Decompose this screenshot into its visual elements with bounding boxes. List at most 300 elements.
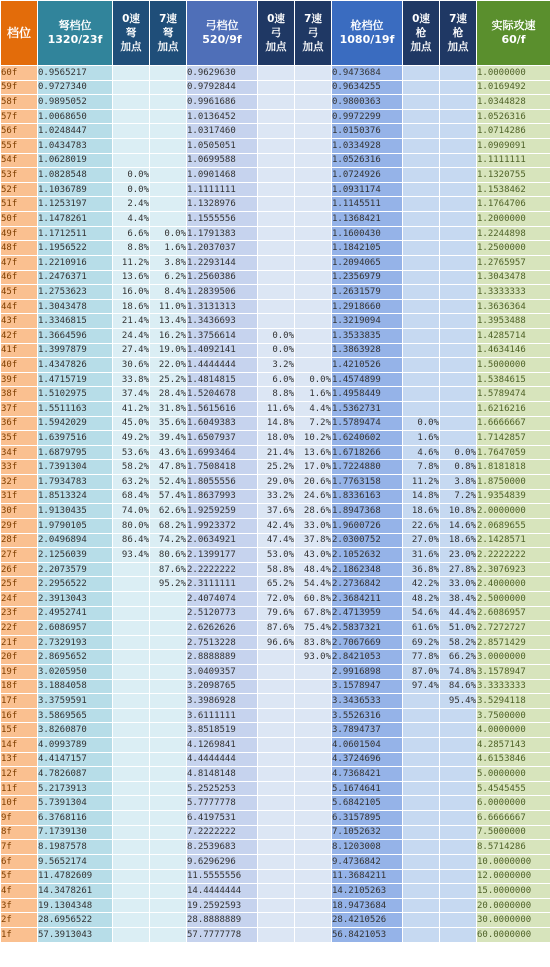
cell-gear: 24f [1, 591, 38, 606]
cell-crossbow-gear: 2.6086957 [38, 621, 113, 636]
cell-crossbow-gear: 3.3759591 [38, 694, 113, 709]
cell-crossbow-7-speed: 52.4% [150, 475, 187, 490]
cell-bow-7-speed: 67.8% [295, 606, 332, 621]
cell-bow-gear: 2.8888889 [187, 650, 258, 665]
cell-bow-0-speed: 14.8% [258, 416, 295, 431]
cell-crossbow-7-speed: 19.0% [150, 343, 187, 358]
cell-bow-gear: 1.5204678 [187, 387, 258, 402]
cell-crossbow-7-speed: 74.2% [150, 533, 187, 548]
cell-gun-7-speed: 95.4% [440, 694, 477, 709]
cell-crossbow-gear: 2.0496894 [38, 533, 113, 548]
table-row [1, 664, 550, 679]
cell-crossbow-0-speed: 18.6% [113, 299, 150, 314]
cell-real-attack-speed: 15.0000000 [477, 884, 550, 899]
cell-crossbow-7-speed: 1.6% [150, 241, 187, 256]
cell-crossbow-gear: 1.5102975 [38, 387, 113, 402]
cell-real-attack-speed: 5.4545455 [477, 781, 550, 796]
cell-gun-7-speed [440, 95, 477, 110]
cell-gun-7-speed [440, 416, 477, 431]
cell-gun-0-speed: 77.8% [403, 650, 440, 665]
cell-bow-0-speed [258, 139, 295, 154]
cell-bow-7-speed [295, 781, 332, 796]
cell-gun-0-speed: 36.8% [403, 562, 440, 577]
cell-gun-gear: 1.0526316 [332, 153, 403, 168]
cell-bow-7-speed [295, 854, 332, 869]
cell-bow-gear: 2.7513228 [187, 635, 258, 650]
cell-bow-0-speed [258, 825, 295, 840]
table-row [1, 445, 550, 460]
cell-crossbow-7-speed [150, 884, 187, 899]
table-row [1, 884, 550, 899]
cell-real-attack-speed: 2.1428571 [477, 533, 550, 548]
table-row [1, 869, 550, 884]
cell-crossbow-7-speed: 25.2% [150, 372, 187, 387]
cell-crossbow-0-speed: 93.4% [113, 548, 150, 563]
cell-gun-7-speed [440, 80, 477, 95]
cell-gun-7-speed [440, 840, 477, 855]
cell-real-attack-speed: 1.7142857 [477, 431, 550, 446]
cell-bow-7-speed: 24.6% [295, 489, 332, 504]
cell-real-attack-speed: 1.3636364 [477, 299, 550, 314]
cell-bow-gear: 1.4092141 [187, 343, 258, 358]
table-row [1, 226, 550, 241]
cell-gun-7-speed [440, 109, 477, 124]
cell-crossbow-7-speed: 39.4% [150, 431, 187, 446]
cell-crossbow-gear: 5.2173913 [38, 781, 113, 796]
cell-gun-gear: 2.4713959 [332, 606, 403, 621]
cell-gun-0-speed [403, 168, 440, 183]
cell-crossbow-gear: 2.4952741 [38, 606, 113, 621]
cell-bow-7-speed [295, 168, 332, 183]
cell-crossbow-7-speed: 95.2% [150, 577, 187, 592]
cell-bow-gear: 14.4444444 [187, 884, 258, 899]
cell-crossbow-0-speed: 0.0% [113, 168, 150, 183]
cell-real-attack-speed: 1.2244898 [477, 226, 550, 241]
table-row [1, 460, 550, 475]
cell-bow-0-speed [258, 811, 295, 826]
cell-bow-7-speed: 54.4% [295, 577, 332, 592]
table-row [1, 811, 550, 826]
cell-bow-gear: 2.4074074 [187, 591, 258, 606]
cell-gun-gear: 2.1862348 [332, 562, 403, 577]
cell-gun-gear: 2.8421053 [332, 650, 403, 665]
cell-real-attack-speed: 12.0000000 [477, 869, 550, 884]
cell-crossbow-0-speed [113, 95, 150, 110]
cell-gun-7-speed [440, 372, 477, 387]
table-row [1, 548, 550, 563]
cell-crossbow-0-speed [113, 869, 150, 884]
cell-gun-0-speed: 54.6% [403, 606, 440, 621]
cell-real-attack-speed: 1.2000000 [477, 212, 550, 227]
cell-crossbow-0-speed [113, 621, 150, 636]
cell-gun-gear: 1.6240602 [332, 431, 403, 446]
cell-crossbow-0-speed: 8.8% [113, 241, 150, 256]
cell-bow-gear: 1.9259259 [187, 504, 258, 519]
table-row [1, 606, 550, 621]
cell-crossbow-7-speed [150, 66, 187, 81]
cell-gear: 52f [1, 182, 38, 197]
cell-crossbow-0-speed: 74.0% [113, 504, 150, 519]
table-row [1, 80, 550, 95]
cell-gear: 21f [1, 635, 38, 650]
cell-gun-0-speed [403, 402, 440, 417]
cell-crossbow-0-speed [113, 723, 150, 738]
cell-gear: 18f [1, 679, 38, 694]
cell-gun-0-speed: 87.0% [403, 664, 440, 679]
cell-bow-0-speed: 33.2% [258, 489, 295, 504]
table-body [1, 66, 550, 943]
cell-bow-gear: 1.4444444 [187, 358, 258, 373]
cell-bow-0-speed: 25.2% [258, 460, 295, 475]
cell-gun-7-speed: 84.6% [440, 679, 477, 694]
cell-gun-7-speed: 74.8% [440, 664, 477, 679]
cell-gun-0-speed [403, 840, 440, 855]
cell-bow-gear: 0.9792844 [187, 80, 258, 95]
cell-gun-0-speed [403, 109, 440, 124]
cell-bow-7-speed: 37.8% [295, 533, 332, 548]
cell-bow-7-speed: 48.4% [295, 562, 332, 577]
table-row [1, 796, 550, 811]
cell-bow-gear: 1.1555556 [187, 212, 258, 227]
cell-gun-7-speed: 0.0% [440, 445, 477, 460]
cell-gun-0-speed [403, 796, 440, 811]
cell-gun-gear: 9.4736842 [332, 854, 403, 869]
cell-bow-gear: 3.0409357 [187, 664, 258, 679]
cell-real-attack-speed: 1.0344828 [477, 95, 550, 110]
cell-crossbow-gear: 2.3913043 [38, 591, 113, 606]
cell-bow-gear: 1.1791383 [187, 226, 258, 241]
cell-crossbow-gear: 2.1256039 [38, 548, 113, 563]
cell-bow-gear: 2.6262626 [187, 621, 258, 636]
cell-gun-7-speed [440, 314, 477, 329]
cell-crossbow-7-speed [150, 182, 187, 197]
cell-gear: 51f [1, 197, 38, 212]
table-row [1, 679, 550, 694]
cell-real-attack-speed: 3.0000000 [477, 650, 550, 665]
cell-crossbow-0-speed [113, 927, 150, 942]
cell-bow-0-speed: 3.2% [258, 358, 295, 373]
cell-gun-0-speed [403, 811, 440, 826]
cell-bow-7-speed [295, 825, 332, 840]
cell-crossbow-gear: 1.1956522 [38, 241, 113, 256]
cell-gear: 42f [1, 328, 38, 343]
cell-gun-gear: 11.3684211 [332, 869, 403, 884]
table-row [1, 314, 550, 329]
table-row [1, 153, 550, 168]
table-row [1, 255, 550, 270]
cell-real-attack-speed: 1.5384615 [477, 372, 550, 387]
table-row [1, 767, 550, 782]
cell-gear: 36f [1, 416, 38, 431]
cell-bow-0-speed [258, 95, 295, 110]
cell-gear: 46f [1, 270, 38, 285]
cell-crossbow-gear: 1.6879795 [38, 445, 113, 460]
cell-bow-0-speed [258, 212, 295, 227]
cell-gun-7-speed: 44.4% [440, 606, 477, 621]
cell-crossbow-0-speed [113, 606, 150, 621]
cell-crossbow-7-speed [150, 109, 187, 124]
cell-gun-7-speed [440, 226, 477, 241]
cell-gun-0-speed: 18.6% [403, 504, 440, 519]
cell-real-attack-speed: 1.6216216 [477, 402, 550, 417]
cell-bow-0-speed [258, 241, 295, 256]
cell-gun-0-speed [403, 387, 440, 402]
cell-crossbow-0-speed: 37.4% [113, 387, 150, 402]
cell-crossbow-0-speed: 27.4% [113, 343, 150, 358]
cell-bow-0-speed [258, 66, 295, 81]
cell-gear: 17f [1, 694, 38, 709]
cell-gun-0-speed [403, 781, 440, 796]
cell-gear: 27f [1, 548, 38, 563]
cell-real-attack-speed: 1.6666667 [477, 416, 550, 431]
cell-bow-7-speed: 17.0% [295, 460, 332, 475]
cell-gear: 1f [1, 927, 38, 942]
cell-real-attack-speed: 1.0526316 [477, 109, 550, 124]
header-gear: 档位 [1, 1, 38, 66]
cell-bow-7-speed: 13.6% [295, 445, 332, 460]
cell-crossbow-7-speed: 80.6% [150, 548, 187, 563]
cell-bow-0-speed [258, 255, 295, 270]
cell-crossbow-0-speed [113, 124, 150, 139]
cell-crossbow-gear: 1.1478261 [38, 212, 113, 227]
cell-bow-gear: 1.8637993 [187, 489, 258, 504]
cell-bow-7-speed [295, 270, 332, 285]
header-gun-gear: 枪档位 1080/19f [332, 1, 403, 66]
cell-bow-gear: 4.4444444 [187, 752, 258, 767]
cell-gear: 33f [1, 460, 38, 475]
table-row [1, 591, 550, 606]
cell-gun-gear: 1.4574899 [332, 372, 403, 387]
cell-real-attack-speed: 1.9354839 [477, 489, 550, 504]
cell-real-attack-speed: 60.0000000 [477, 927, 550, 942]
table-row [1, 840, 550, 855]
cell-crossbow-7-speed [150, 664, 187, 679]
cell-gun-0-speed: 48.2% [403, 591, 440, 606]
cell-gun-7-speed: 10.8% [440, 504, 477, 519]
cell-crossbow-gear: 1.5942029 [38, 416, 113, 431]
cell-bow-7-speed: 75.4% [295, 621, 332, 636]
cell-crossbow-gear: 0.9895052 [38, 95, 113, 110]
cell-gun-0-speed [403, 328, 440, 343]
cell-gun-7-speed [440, 66, 477, 81]
cell-gun-0-speed [403, 124, 440, 139]
header-crossbow-0-speed: 0速 弩 加点 [113, 1, 150, 66]
cell-bow-7-speed [295, 358, 332, 373]
cell-crossbow-7-speed [150, 840, 187, 855]
cell-gun-gear: 0.9800363 [332, 95, 403, 110]
cell-bow-gear: 1.3131313 [187, 299, 258, 314]
cell-crossbow-0-speed [113, 577, 150, 592]
cell-gun-0-speed [403, 80, 440, 95]
cell-real-attack-speed: 1.0000000 [477, 66, 550, 81]
cell-bow-7-speed [295, 869, 332, 884]
cell-gun-0-speed [403, 927, 440, 942]
cell-gear: 59f [1, 80, 38, 95]
cell-crossbow-0-speed [113, 811, 150, 826]
cell-gear: 53f [1, 168, 38, 183]
cell-real-attack-speed: 7.5000000 [477, 825, 550, 840]
cell-gun-0-speed [403, 226, 440, 241]
cell-gun-gear: 1.0150376 [332, 124, 403, 139]
cell-bow-7-speed [295, 80, 332, 95]
cell-crossbow-gear: 1.5511163 [38, 402, 113, 417]
cell-crossbow-7-speed [150, 854, 187, 869]
cell-crossbow-0-speed [113, 153, 150, 168]
cell-bow-0-speed: 72.0% [258, 591, 295, 606]
cell-crossbow-0-speed: 80.0% [113, 518, 150, 533]
cell-crossbow-0-speed [113, 738, 150, 753]
table-row [1, 109, 550, 124]
cell-real-attack-speed: 10.0000000 [477, 854, 550, 869]
cell-gun-7-speed [440, 343, 477, 358]
cell-crossbow-7-speed [150, 95, 187, 110]
cell-crossbow-7-speed [150, 168, 187, 183]
cell-bow-0-speed [258, 913, 295, 928]
cell-bow-0-speed [258, 927, 295, 942]
cell-bow-0-speed [258, 664, 295, 679]
cell-bow-7-speed [295, 811, 332, 826]
cell-bow-gear: 1.1111111 [187, 182, 258, 197]
cell-crossbow-gear: 3.5869565 [38, 708, 113, 723]
cell-real-attack-speed: 1.5000000 [477, 358, 550, 373]
cell-bow-0-speed [258, 869, 295, 884]
cell-gear: 20f [1, 650, 38, 665]
cell-gear: 11f [1, 781, 38, 796]
cell-bow-7-speed: 33.0% [295, 518, 332, 533]
cell-bow-gear: 11.5555556 [187, 869, 258, 884]
cell-crossbow-7-speed [150, 139, 187, 154]
cell-gun-0-speed: 14.8% [403, 489, 440, 504]
cell-real-attack-speed: 1.0169492 [477, 80, 550, 95]
cell-gear: 39f [1, 372, 38, 387]
cell-crossbow-7-speed [150, 197, 187, 212]
cell-crossbow-7-speed [150, 767, 187, 782]
cell-crossbow-0-speed [113, 66, 150, 81]
cell-crossbow-gear: 3.1884058 [38, 679, 113, 694]
cell-gun-7-speed [440, 927, 477, 942]
cell-gun-0-speed: 11.2% [403, 475, 440, 490]
cell-crossbow-7-speed: 28.4% [150, 387, 187, 402]
cell-gun-0-speed [403, 723, 440, 738]
cell-gear: 16f [1, 708, 38, 723]
cell-bow-0-speed: 53.0% [258, 548, 295, 563]
cell-crossbow-7-speed [150, 679, 187, 694]
cell-real-attack-speed: 1.0909091 [477, 139, 550, 154]
table-row [1, 927, 550, 942]
cell-bow-0-speed: 47.4% [258, 533, 295, 548]
cell-crossbow-7-speed [150, 621, 187, 636]
cell-gun-gear: 3.3436533 [332, 694, 403, 709]
cell-gun-gear: 3.7894737 [332, 723, 403, 738]
cell-gun-7-speed [440, 328, 477, 343]
cell-gear: 26f [1, 562, 38, 577]
cell-bow-7-speed [295, 95, 332, 110]
cell-gun-0-speed: 69.2% [403, 635, 440, 650]
cell-gun-0-speed [403, 270, 440, 285]
cell-real-attack-speed: 6.0000000 [477, 796, 550, 811]
cell-gun-0-speed: 4.6% [403, 445, 440, 460]
cell-gun-0-speed [403, 854, 440, 869]
cell-crossbow-gear: 1.2753623 [38, 285, 113, 300]
cell-bow-0-speed [258, 679, 295, 694]
cell-gear: 49f [1, 226, 38, 241]
cell-crossbow-0-speed [113, 708, 150, 723]
cell-crossbow-gear: 1.3043478 [38, 299, 113, 314]
cell-bow-gear: 3.8518519 [187, 723, 258, 738]
cell-bow-gear: 2.2222222 [187, 562, 258, 577]
cell-crossbow-7-speed: 57.4% [150, 489, 187, 504]
cell-crossbow-0-speed [113, 781, 150, 796]
cell-bow-7-speed: 83.8% [295, 635, 332, 650]
cell-bow-gear: 57.7777778 [187, 927, 258, 942]
cell-bow-7-speed [295, 153, 332, 168]
cell-bow-gear: 2.5120773 [187, 606, 258, 621]
cell-crossbow-7-speed: 87.6% [150, 562, 187, 577]
cell-crossbow-0-speed: 13.6% [113, 270, 150, 285]
table-row [1, 825, 550, 840]
cell-gun-0-speed: 42.2% [403, 577, 440, 592]
cell-crossbow-7-speed: 43.6% [150, 445, 187, 460]
cell-crossbow-gear: 7.1739130 [38, 825, 113, 840]
cell-crossbow-0-speed [113, 109, 150, 124]
cell-bow-gear: 4.8148148 [187, 767, 258, 782]
cell-crossbow-gear: 1.9130435 [38, 504, 113, 519]
cell-bow-gear: 1.3436693 [187, 314, 258, 329]
cell-bow-0-speed: 58.8% [258, 562, 295, 577]
cell-real-attack-speed: 2.5000000 [477, 591, 550, 606]
cell-gun-gear: 1.4958449 [332, 387, 403, 402]
cell-crossbow-7-speed [150, 898, 187, 913]
cell-gun-gear: 4.0601504 [332, 738, 403, 753]
cell-gun-gear: 1.1842105 [332, 241, 403, 256]
cell-crossbow-gear: 4.4147157 [38, 752, 113, 767]
cell-crossbow-gear: 1.3346815 [38, 314, 113, 329]
cell-bow-0-speed: 42.4% [258, 518, 295, 533]
cell-crossbow-gear: 1.0628019 [38, 153, 113, 168]
cell-bow-0-speed: 0.0% [258, 328, 295, 343]
cell-gun-7-speed: 33.0% [440, 577, 477, 592]
cell-bow-0-speed [258, 109, 295, 124]
cell-crossbow-gear: 3.0205950 [38, 664, 113, 679]
cell-gun-7-speed [440, 913, 477, 928]
cell-real-attack-speed: 6.6666667 [477, 811, 550, 826]
cell-gear: 19f [1, 664, 38, 679]
cell-crossbow-0-speed: 24.4% [113, 328, 150, 343]
cell-gun-0-speed [403, 95, 440, 110]
cell-crossbow-7-speed: 35.6% [150, 416, 187, 431]
cell-bow-7-speed [295, 299, 332, 314]
cell-bow-7-speed [295, 241, 332, 256]
cell-bow-gear: 3.2098765 [187, 679, 258, 694]
table-row [1, 270, 550, 285]
cell-bow-gear: 1.2037037 [187, 241, 258, 256]
cell-bow-0-speed [258, 708, 295, 723]
cell-gear: 14f [1, 738, 38, 753]
cell-bow-7-speed [295, 664, 332, 679]
cell-bow-gear: 1.0317460 [187, 124, 258, 139]
cell-real-attack-speed: 2.0000000 [477, 504, 550, 519]
cell-bow-gear: 0.9961686 [187, 95, 258, 110]
table-row [1, 431, 550, 446]
cell-gun-gear: 6.3157895 [332, 811, 403, 826]
cell-bow-7-speed [295, 694, 332, 709]
cell-crossbow-7-speed [150, 796, 187, 811]
cell-crossbow-0-speed [113, 139, 150, 154]
cell-bow-0-speed [258, 285, 295, 300]
cell-gun-7-speed [440, 168, 477, 183]
table-row [1, 328, 550, 343]
cell-gun-0-speed [403, 182, 440, 197]
